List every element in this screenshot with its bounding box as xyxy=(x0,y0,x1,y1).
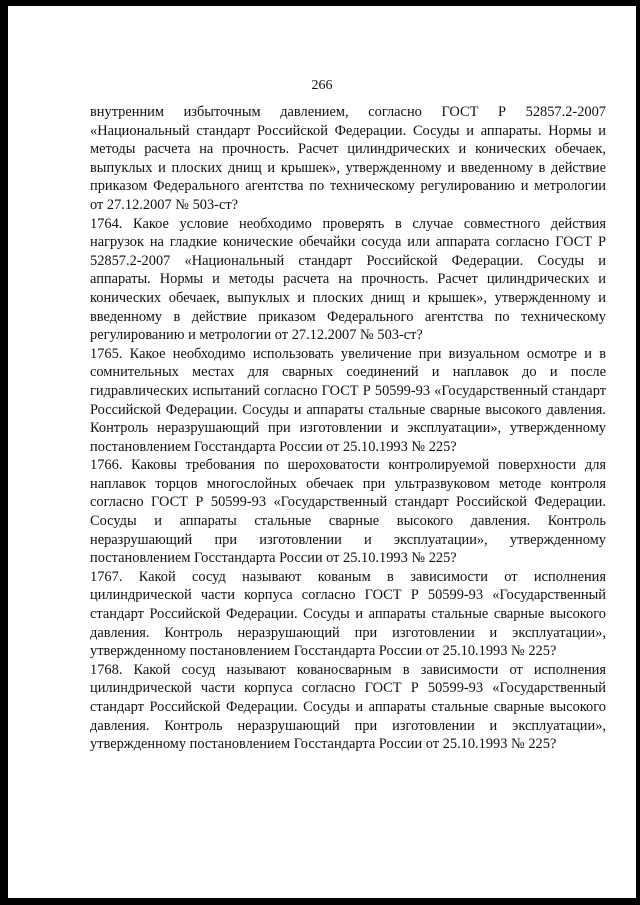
question-1768: 1768. Какой сосуд называют кованосварным в зависимости от исполнения цилиндрической части корпуса согласно ГОСТ Р 50599-93 «Государственный стандарт Российской Федерации. Сосуды и аппараты стальные сварные высокого давления. Контроль неразрушающий при изготовлении и эксплуатации», утвержденному постановлением Госстандарта России от 25.10.1993 № 225? xyxy=(90,661,606,753)
question-1764: 1764. Какое условие необходимо проверять в случае совместного действия нагрузок на гладкие конические обечайки сосуда или аппарата согласно ГОСТ Р 52857.2-2007 «Национальный стандарт Российской Федерации. Сосуды и аппараты. Нормы и методы расчета на прочность. Расчет цилиндрических и конических обечаек, выпуклых и плоских днищ и крышек», утвержденному и введенному в действие приказом Федерального агентства по техническому регулированию и метрологии от 27.12.2007 № 503-ст? xyxy=(90,215,606,344)
document-body xyxy=(90,103,606,754)
question-1766: 1766. Каковы требования по шероховатости контролируемой поверхности для наплавок торцов многослойных обечаек при ультразвуковом методе контроля согласно ГОСТ Р 50599-93 «Государственный стандарт Российской Федерации. Сосуды и аппараты стальные сварные высокого давления. Контроль неразрушающий при изготовлении и эксплуатации», утвержденному постановлением Госстандарта России от 25.10.1993 № 225? xyxy=(90,457,606,567)
paragraph-continuation: внутренним избыточным давлением, согласно ГОСТ Р 52857.2-2007 «Национальный стандарт Российской Федерации. Сосуды и аппараты. Нормы и методы расчета на прочность. Расчет цилиндрических и конических обечаек, выпуклых и плоских днищ и крышек», утвержденному и введенному в действие приказом Федерального агентства по техническому регулированию и метрологии от 27.12.2007 № 503-ст? xyxy=(90,104,606,213)
document-page xyxy=(8,6,636,898)
question-1765: 1765. Какое необходимо использовать увеличение при визуальном осмотре и в сомнительных местах для сварных соединений и наплавок до и после гидравлических испытаний согласно ГОСТ Р 50599-93 «Государственный стандарт Российской Федерации. Сосуды и аппараты стальные сварные высокого давления. Контроль неразрушающий при изготовлении и эксплуатации», утвержденному постановлением Госстандарта России от 25.10.1993 № 225? xyxy=(90,345,606,455)
page-number: 266 xyxy=(311,78,333,93)
question-1767: 1767. Какой сосуд называют кованым в зависимости от исполнения цилиндрической части корпуса согласно ГОСТ Р 50599-93 «Государственный стандарт Российской Федерации. Сосуды и аппараты стальные сварные высокого давления. Контроль неразрушающий при изготовлении и эксплуатации», утвержденному постановлением Госстандарта России от 25.10.1993 № 225? xyxy=(90,568,606,660)
